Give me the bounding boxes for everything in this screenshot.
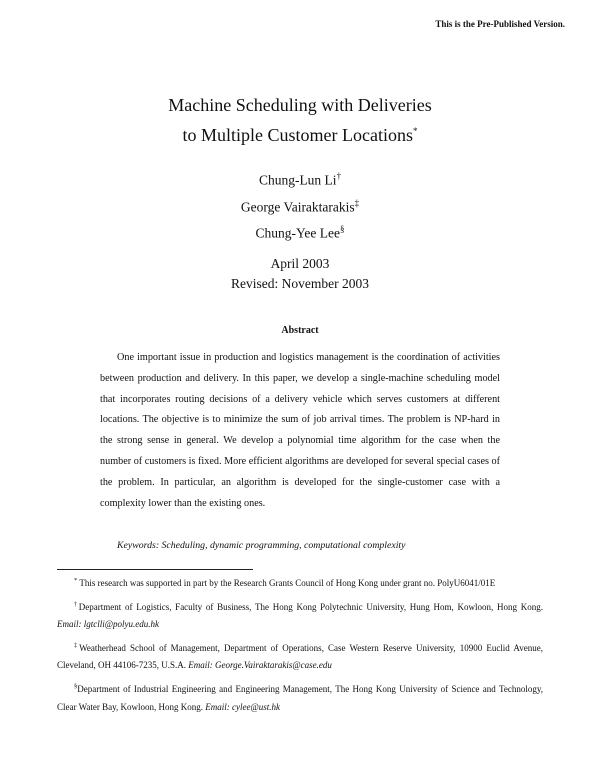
publication-date: April 2003 (270, 256, 330, 271)
author-mark: † (336, 171, 342, 181)
footnote (57, 678, 543, 716)
keywords: Keywords: Scheduling, dynamic programming, computational complexity (117, 540, 406, 551)
author-mark: ‡ (354, 197, 360, 208)
abstract-text: One important issue in production and logistics management is the coordination of activities between production and delivery. In this paper, we develop a single-machine scheduling model that incorporates routing decisions of a delivery vehicle which serves customers at different locations. The objective is to minimize the sum of job arrival times. The problem is NP-hard in the strong sense in general. We develop a polynomial time algorithm for the case when the number of customers is fixed. More efficient algorithms are developed for several special cases of the problem. In particular, an algorithm is developed for the single-customer case with a complexity lower than the existing ones. (100, 352, 500, 509)
author-mark: § (340, 224, 345, 234)
footnote-text: Department of Logistics, Faculty of Business, The Hong Kong Polytechnic University, Hung Hom, Kowloon, Hong Kong. (78, 601, 543, 612)
author-list (0, 165, 600, 245)
abstract-heading: Abstract (281, 325, 319, 336)
paper-title (0, 92, 600, 148)
footnote-email: Email: lgtclli@polyu.edu.hk (57, 619, 160, 630)
author-name: Chung-Yee Lee (255, 225, 340, 241)
author (0, 218, 600, 245)
title-line-2 (0, 118, 600, 148)
author (0, 192, 600, 219)
pre-published-banner: This is the Pre-Published Version. (435, 19, 565, 29)
footnote-mark: * (74, 577, 78, 584)
footnote (57, 637, 543, 675)
author-name: Chung-Lun Li (258, 172, 337, 188)
author-name: George Vairaktarakis (240, 199, 355, 214)
footnote-text: Weatherhead School of Management, Department of Operations, Case Western Reserve University, 10900 Euclid Avenue, Cleveland, OH 44106-7235, U.S.A. (57, 642, 543, 671)
author (0, 165, 600, 192)
footnote-email: Email: George.Vairaktarakis@case.edu (188, 660, 332, 671)
footnote-divider (57, 569, 253, 570)
title-footnote-mark: * (412, 126, 418, 136)
footnote-mark: ‡ (74, 641, 80, 649)
revised-date: Revised: November 2003 (231, 276, 369, 291)
footnote-text: This research was supported in part by the Research Grants Council of Hong Kong under grant no. PolyU6041/01E (77, 578, 496, 588)
title-line-2-text: to Multiple Customer Locations (182, 125, 413, 145)
date-block (0, 254, 600, 294)
title-line-1: Machine Scheduling with Deliveries (168, 95, 432, 115)
footnote (57, 572, 543, 593)
footnote (57, 596, 543, 634)
footnote-mark: † (74, 600, 79, 608)
footnote-mark: § (74, 682, 78, 690)
footnotes (57, 572, 543, 719)
footnote-text: Department of Industrial Engineering and Engineering Management, The Hong Kong University of Science and Technology, Clear Water Bay, Kowloon, Hong Kong. (57, 683, 543, 712)
footnote-email: Email: cylee@ust.hk (205, 701, 281, 712)
